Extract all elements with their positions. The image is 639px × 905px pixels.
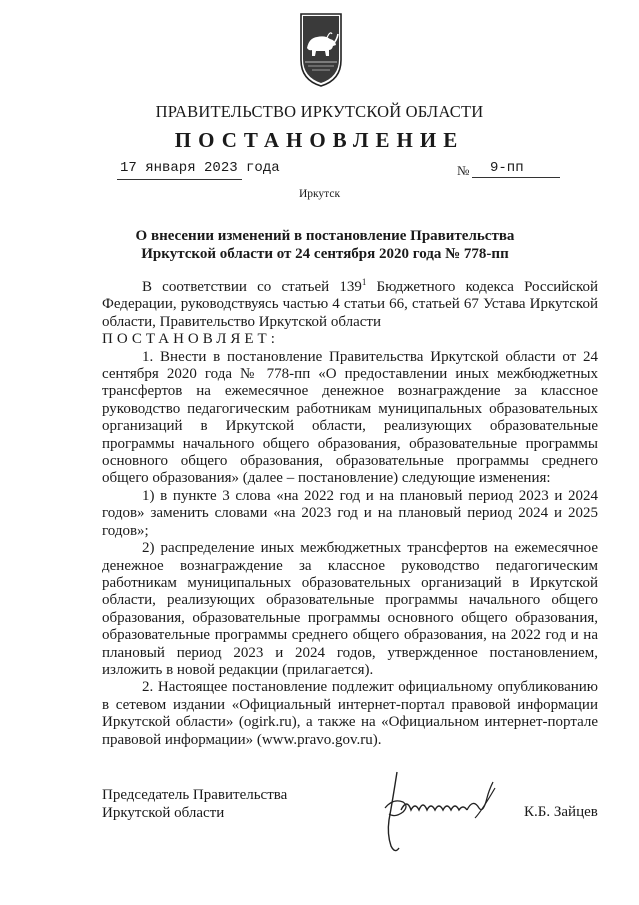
number-underline — [472, 177, 560, 178]
signatory-name: К.Б. Зайцев — [524, 804, 598, 820]
preamble-start: В соответствии со статьей 139 — [142, 279, 362, 295]
preamble — [102, 279, 598, 331]
signatory-role — [102, 786, 287, 822]
article-superscript: 1 — [361, 277, 367, 287]
document-type: ПОСТАНОВЛЕНИЕ — [174, 128, 465, 152]
document-body — [102, 279, 598, 749]
preamble-end: Бюджетного кодекса Российской Федерации, руководствуясь частью 4 статьи 66, статьей 67 Устава Иркутской области, Правительство Иркутской области — [102, 279, 598, 330]
clause-1-subitem-1: 1) в пункте 3 слова «на 2022 год и на плановый период 2023 и 2024 годов» заменить словами «на 2023 год и на плановый период 2024 и 2025 годов»; — [102, 487, 598, 539]
document-title: О внесении изменений в постановление Правительства Иркутской области от 24 сентября 2020 года № 778-пп — [135, 228, 515, 262]
resolves-heading: ПОСТАНОВЛЯЕТ: — [102, 331, 279, 348]
document-number: 9-пп — [490, 160, 524, 176]
clause-1: 1. Внести в постановление Правительства Иркутской области от 24 сентября 2020 года № 778-пп «О предоставлении иных межбюджетных трансфертов на ежемесячное денежное вознаграждение за классное руководство педагогическим работникам муниципальных образовательных организаций в Иркутской области, реализующих образовательные программы начального общего образования, образовательные программы основного общего образования, образовательные программы среднего общего образования» (далее – постановление) следующие изменения: — [102, 348, 598, 487]
signatory-role-line-2: Иркутской области — [102, 805, 225, 821]
clause-2: 2. Настоящее постановление подлежит официальному опубликованию в сетевом издании «Официальный интернет-портал правовой информации Иркутской области» (ogirk.ru), а также на «Официальном интернет-портале правовой информации» (www.pravo.gov.ru). — [102, 679, 598, 748]
date-underline — [117, 179, 242, 180]
signatory-role-line-1: Председатель Правительства — [102, 787, 288, 803]
document-date: 17 января 2023 года — [120, 160, 280, 176]
handwritten-signature — [375, 768, 503, 856]
clause-1-subitem-2: 2) распределение иных межбюджетных трансфертов на ежемесячное денежное вознаграждение за классное руководство педагогическим работникам муниципальных образовательных организаций в Иркутской области, реализующих образовательные программы начального общего образования, образовательные программы основного общего образования, образовательные программы среднего общего образования, на 2022 год и на плановый период 2023 и 2024 годов, утвержденное постановлением, изложить в новой редакции (прилагается). — [102, 540, 598, 678]
coat-of-arms-icon — [299, 10, 343, 88]
city: Иркутск — [298, 188, 341, 200]
government-name: ПРАВИТЕЛЬСТВО ИРКУТСКОЙ ОБЛАСТИ — [155, 102, 484, 121]
number-sign: № — [457, 163, 470, 178]
